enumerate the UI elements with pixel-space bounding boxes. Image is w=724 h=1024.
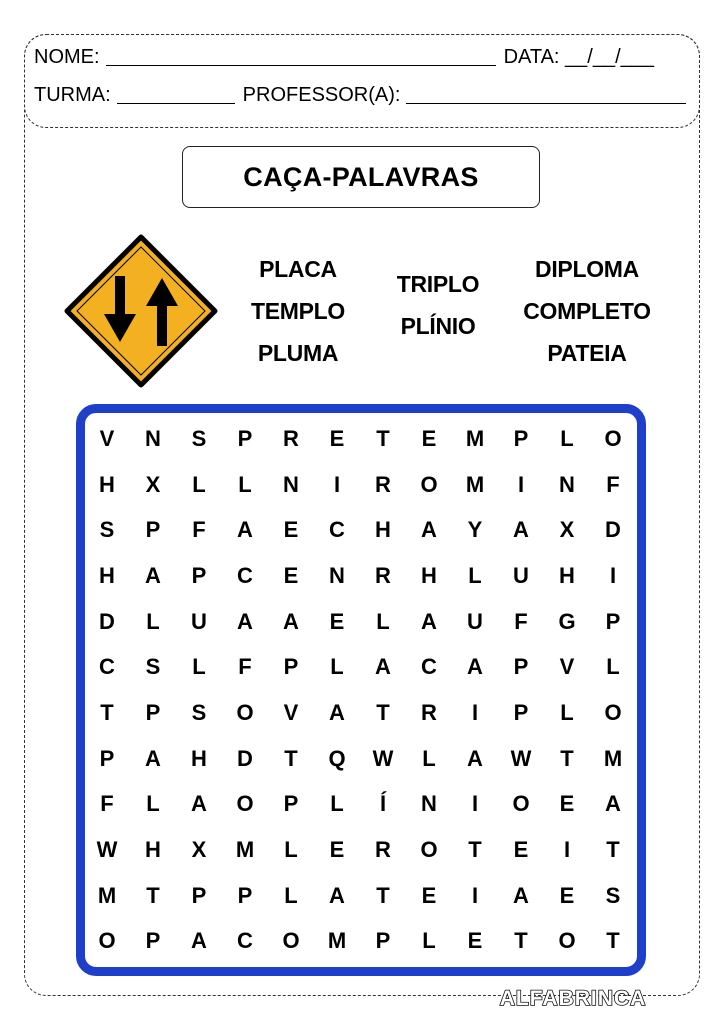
grid-letter[interactable]: I bbox=[471, 791, 479, 817]
grid-letter[interactable]: I bbox=[563, 837, 571, 863]
grid-letter[interactable]: T bbox=[468, 837, 482, 863]
grid-letter[interactable]: C bbox=[237, 928, 253, 954]
grid-letter[interactable]: R bbox=[375, 837, 391, 863]
grid-letter[interactable]: E bbox=[421, 425, 437, 451]
grid-letter[interactable]: O bbox=[420, 837, 438, 863]
name-field[interactable] bbox=[106, 47, 496, 66]
grid-letter[interactable]: X bbox=[191, 837, 207, 863]
two-way-traffic-sign-icon bbox=[64, 234, 218, 388]
teacher-field[interactable] bbox=[406, 85, 686, 104]
name-label: NOME: bbox=[34, 46, 100, 68]
grid-letter[interactable]: L bbox=[376, 608, 390, 634]
grid-letter[interactable]: A bbox=[237, 608, 253, 634]
grid-letter[interactable]: P bbox=[145, 517, 161, 543]
grid-letter[interactable]: X bbox=[559, 517, 575, 543]
grid-letter[interactable]: P bbox=[191, 882, 207, 908]
grid-letter[interactable]: L bbox=[330, 654, 344, 680]
grid-letter[interactable]: L bbox=[284, 837, 298, 863]
grid-letter[interactable]: P bbox=[375, 928, 391, 954]
header-row-name bbox=[34, 46, 690, 69]
grid-letter[interactable]: S bbox=[99, 517, 115, 543]
grid-letter[interactable]: V bbox=[99, 425, 115, 451]
grid-letter[interactable]: M bbox=[465, 471, 485, 497]
grid-letter[interactable]: E bbox=[559, 791, 575, 817]
grid-letter[interactable]: P bbox=[145, 928, 161, 954]
grid-letter[interactable]: T bbox=[146, 882, 160, 908]
date-label: DATA: __/__/___ bbox=[503, 46, 655, 68]
grid-letter[interactable]: P bbox=[191, 562, 207, 588]
grid-letter[interactable]: O bbox=[236, 791, 254, 817]
grid-letter[interactable]: E bbox=[329, 608, 345, 634]
grid-letter[interactable]: M bbox=[235, 837, 255, 863]
grid-letter[interactable]: O bbox=[236, 699, 254, 725]
grid-letter[interactable]: F bbox=[100, 791, 114, 817]
grid-letter[interactable]: H bbox=[421, 562, 437, 588]
grid-letter[interactable]: M bbox=[465, 425, 485, 451]
grid-letter[interactable]: A bbox=[421, 517, 437, 543]
grid-letter[interactable]: O bbox=[604, 425, 622, 451]
grid-letter[interactable]: A bbox=[375, 654, 391, 680]
grid-letter[interactable]: C bbox=[237, 562, 253, 588]
grid-letter[interactable]: Y bbox=[467, 517, 483, 543]
grid-letter[interactable]: L bbox=[560, 425, 574, 451]
grid-letter[interactable]: N bbox=[329, 562, 345, 588]
grid-letter[interactable]: T bbox=[514, 928, 528, 954]
grid-letter[interactable]: N bbox=[421, 791, 437, 817]
svg-text:ALFABRINCA: ALFABRINCA bbox=[499, 987, 647, 1010]
grid-letter[interactable]: D bbox=[237, 745, 253, 771]
word-list-column-3 bbox=[512, 248, 662, 374]
grid-letter[interactable]: A bbox=[145, 745, 161, 771]
grid-letter[interactable]: I bbox=[471, 882, 479, 908]
grid-letter[interactable]: L bbox=[560, 699, 574, 725]
grid-letter[interactable]: H bbox=[99, 471, 115, 497]
grid-letter[interactable]: L bbox=[192, 471, 206, 497]
grid-letter[interactable]: R bbox=[283, 425, 299, 451]
word-list-column-2 bbox=[378, 263, 498, 347]
grid-letter[interactable]: M bbox=[603, 745, 623, 771]
grid-letter[interactable]: L bbox=[146, 791, 160, 817]
grid-letter[interactable]: P bbox=[237, 882, 253, 908]
grid-letter[interactable]: L bbox=[330, 791, 344, 817]
grid-letter[interactable]: E bbox=[513, 837, 529, 863]
grid-letter[interactable]: Í bbox=[379, 791, 387, 817]
grid-letter[interactable]: A bbox=[191, 928, 207, 954]
grid-letter[interactable]: E bbox=[421, 882, 437, 908]
grid-letter[interactable]: P bbox=[145, 699, 161, 725]
grid-letter[interactable]: L bbox=[284, 882, 298, 908]
grid-letter[interactable]: I bbox=[333, 471, 341, 497]
grid-letter[interactable]: I bbox=[471, 699, 479, 725]
grid-letter[interactable]: A bbox=[605, 791, 621, 817]
grid-letter[interactable]: V bbox=[559, 654, 575, 680]
grid-letter[interactable]: O bbox=[282, 928, 300, 954]
grid-letter[interactable]: T bbox=[376, 699, 390, 725]
grid-letter[interactable]: T bbox=[100, 699, 114, 725]
brand-logo bbox=[494, 982, 652, 1012]
grid-letter[interactable]: L bbox=[146, 608, 160, 634]
grid-letter[interactable]: O bbox=[512, 791, 530, 817]
grid-letter[interactable]: R bbox=[375, 562, 391, 588]
grid-letter[interactable]: F bbox=[238, 654, 252, 680]
grid-letter[interactable]: L bbox=[238, 471, 252, 497]
grid-letter[interactable]: W bbox=[372, 745, 394, 771]
grid-letter[interactable]: N bbox=[559, 471, 575, 497]
grid-letter[interactable]: T bbox=[606, 837, 620, 863]
grid-letter[interactable]: F bbox=[192, 517, 206, 543]
class-label: TURMA: bbox=[34, 84, 111, 106]
grid-letter[interactable]: S bbox=[191, 425, 207, 451]
grid-letter[interactable]: A bbox=[191, 791, 207, 817]
grid-letter[interactable]: F bbox=[514, 608, 528, 634]
grid-letter[interactable]: E bbox=[283, 562, 299, 588]
grid-letter[interactable]: O bbox=[420, 471, 438, 497]
grid-letter[interactable]: P bbox=[513, 654, 529, 680]
grid-letter[interactable]: I bbox=[517, 471, 525, 497]
grid-letter[interactable]: A bbox=[329, 699, 345, 725]
grid-letter[interactable]: S bbox=[145, 654, 161, 680]
grid-letter[interactable]: R bbox=[421, 699, 437, 725]
grid-letter[interactable]: A bbox=[513, 517, 529, 543]
word-item: TEMPLO bbox=[250, 298, 346, 324]
grid-letter[interactable]: L bbox=[192, 654, 206, 680]
grid-letter[interactable]: E bbox=[467, 928, 483, 954]
grid-letter[interactable]: H bbox=[145, 837, 161, 863]
grid-letter[interactable]: O bbox=[604, 699, 622, 725]
grid-letter[interactable]: T bbox=[376, 882, 390, 908]
grid-letter[interactable]: T bbox=[606, 928, 620, 954]
grid-letter[interactable]: P bbox=[513, 425, 529, 451]
grid-letter[interactable]: A bbox=[237, 517, 253, 543]
grid-letter[interactable]: U bbox=[467, 608, 483, 634]
grid-letter[interactable]: L bbox=[422, 745, 436, 771]
grid-letter[interactable]: E bbox=[329, 425, 345, 451]
grid-letter[interactable]: E bbox=[283, 517, 299, 543]
grid-letter[interactable]: U bbox=[191, 608, 207, 634]
grid-letter[interactable]: P bbox=[99, 745, 115, 771]
grid-letter[interactable]: N bbox=[145, 425, 161, 451]
grid-letter[interactable]: W bbox=[510, 745, 532, 771]
word-item: DIPLOMA bbox=[535, 256, 639, 282]
grid-letter[interactable]: N bbox=[283, 471, 299, 497]
grid-letter[interactable]: V bbox=[283, 699, 299, 725]
word-item: PLUMA bbox=[257, 340, 339, 366]
grid-letter[interactable]: A bbox=[513, 882, 529, 908]
grid-letter[interactable]: C bbox=[421, 654, 437, 680]
grid-letter[interactable]: Q bbox=[328, 745, 346, 771]
header-row-class bbox=[34, 84, 690, 107]
page-title: CAÇA-PALAVRAS bbox=[182, 146, 540, 208]
grid-letter[interactable]: L bbox=[606, 654, 620, 680]
grid-letter[interactable]: E bbox=[559, 882, 575, 908]
grid-letter[interactable]: R bbox=[375, 471, 391, 497]
grid-letter[interactable]: S bbox=[191, 699, 207, 725]
grid-letter[interactable]: X bbox=[145, 471, 161, 497]
grid-letter[interactable]: O bbox=[98, 928, 116, 954]
grid-letter[interactable]: L bbox=[422, 928, 436, 954]
grid-letter[interactable]: P bbox=[513, 699, 529, 725]
grid-letter[interactable]: G bbox=[558, 608, 576, 634]
grid-letter[interactable]: P bbox=[283, 654, 299, 680]
word-item: PLÍNIO bbox=[400, 313, 476, 339]
word-search-grid bbox=[84, 416, 636, 964]
grid-letter[interactable]: A bbox=[329, 882, 345, 908]
grid-letter[interactable]: H bbox=[375, 517, 391, 543]
grid-letter[interactable]: A bbox=[283, 608, 299, 634]
word-list-column-1 bbox=[228, 248, 368, 374]
grid-letter[interactable]: P bbox=[283, 791, 299, 817]
grid-letter[interactable]: C bbox=[329, 517, 345, 543]
grid-letter[interactable]: T bbox=[284, 745, 298, 771]
grid-letter[interactable]: A bbox=[467, 654, 483, 680]
grid-letter[interactable]: A bbox=[467, 745, 483, 771]
grid-letter[interactable]: U bbox=[513, 562, 529, 588]
grid-letter[interactable]: T bbox=[560, 745, 574, 771]
grid-letter[interactable]: P bbox=[237, 425, 253, 451]
grid-letter[interactable]: W bbox=[96, 837, 118, 863]
word-item: TRIPLO bbox=[396, 271, 480, 297]
grid-letter[interactable]: H bbox=[191, 745, 207, 771]
grid-letter[interactable]: D bbox=[99, 608, 115, 634]
word-item: COMPLETO bbox=[523, 298, 651, 324]
word-item: PATEIA bbox=[547, 340, 627, 366]
class-field[interactable] bbox=[117, 85, 235, 104]
teacher-label: PROFESSOR(A): bbox=[242, 84, 401, 106]
grid-letter[interactable]: H bbox=[559, 562, 575, 588]
grid-letter[interactable]: C bbox=[99, 654, 115, 680]
grid-letter[interactable]: A bbox=[421, 608, 437, 634]
grid-letter[interactable]: D bbox=[605, 517, 621, 543]
grid-letter[interactable]: P bbox=[605, 608, 621, 634]
grid-letter[interactable]: O bbox=[558, 928, 576, 954]
grid-letter[interactable]: T bbox=[376, 425, 390, 451]
grid-letter[interactable]: M bbox=[327, 928, 347, 954]
grid-letter[interactable]: S bbox=[605, 882, 621, 908]
word-item: PLACA bbox=[259, 256, 337, 282]
grid-letter[interactable]: H bbox=[99, 562, 115, 588]
grid-letter[interactable]: L bbox=[468, 562, 482, 588]
grid-letter[interactable]: M bbox=[97, 882, 117, 908]
grid-letter[interactable]: I bbox=[609, 562, 617, 588]
grid-letter[interactable]: F bbox=[606, 471, 620, 497]
grid-letter[interactable]: E bbox=[329, 837, 345, 863]
grid-letter[interactable]: A bbox=[145, 562, 161, 588]
